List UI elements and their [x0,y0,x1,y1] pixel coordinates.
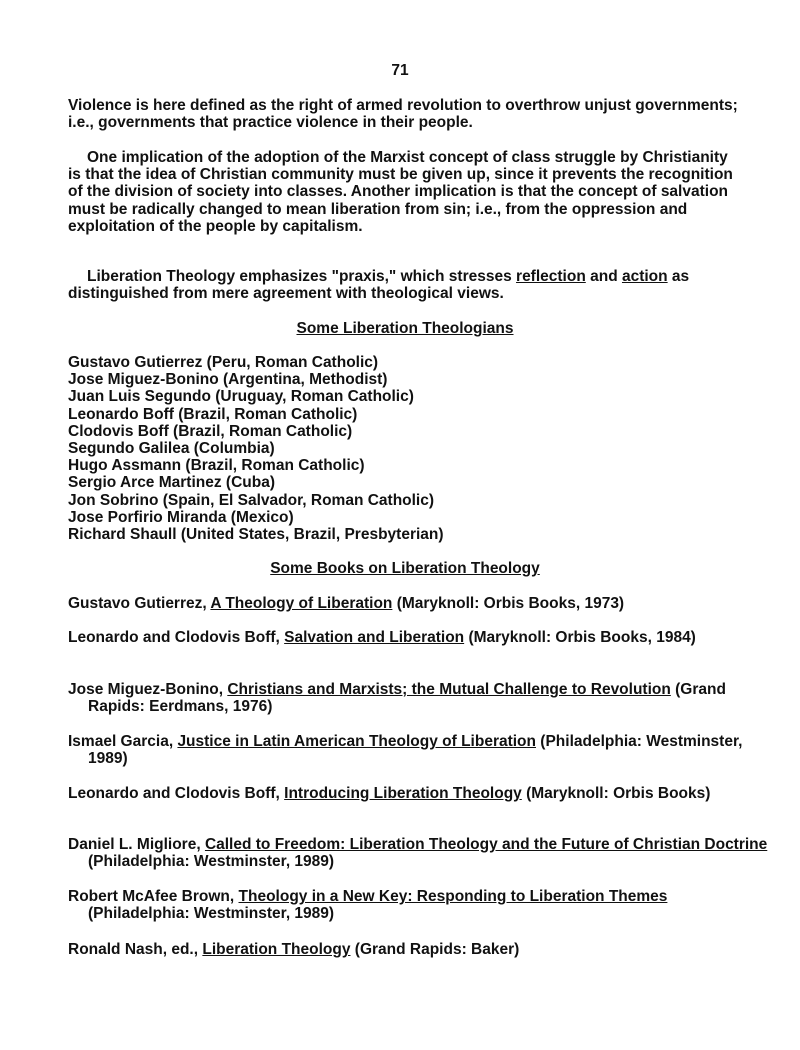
book-title: Theology in a New Key: Responding to Liberation Themes [238,888,668,905]
book-entry [68,595,768,612]
theologians-heading: Some Liberation Theologians [296,320,514,337]
theologian-item: Leonardo Boff (Brazil, Roman Catholic) [68,405,358,423]
theologian-item: Gustavo Gutierrez (Peru, Roman Catholic) [68,354,379,371]
book-author: Ronald Nash, ed., [68,941,203,958]
book-entry [68,629,768,646]
book-details: (Maryknoll: Orbis Books, 1973) [392,595,625,612]
praxis-text-middle: and [585,268,622,285]
book-title: A Theology of Liberation [210,595,393,612]
page-number: 71 [391,62,409,79]
book-details: (Grand Rapids: Eerdmans, 1976) [88,681,726,716]
book-entry [68,733,768,767]
reflection-term: reflection [516,268,586,285]
action-term: action [621,268,668,285]
book-details: (Philadelphia: Westminster, 1989) [88,905,335,923]
theologian-item: Hugo Assmann (Brazil, Roman Catholic) [68,457,365,475]
book-entry [68,888,768,922]
book-title: Called to Freedom: Liberation Theology and the Future of Christian Doctrine [204,836,768,853]
theologian-item: Jon Sobrino (Spain, El Salvador, Roman Catholic) [68,491,435,509]
praxis-text-after: as distinguished from mere agreement with theological views. [68,268,690,303]
book-author: Ismael Garcia, [68,733,178,750]
book-details: (Philadelphia: Westminster, 1989) [88,733,743,768]
praxis-text-before: Liberation Theology emphasizes "praxis," which stresses [87,268,517,285]
book-title: Introducing Liberation Theology [284,785,522,802]
violence-paragraph: Violence is here defined as the right of armed revolution to overthrow unjust governments; i.e., governments that practice violence in their people. [68,97,738,132]
theologian-item: Jose Porfirio Miranda (Mexico) [68,508,294,526]
book-entry [68,836,768,870]
praxis-paragraph [68,268,738,302]
books-heading: Some Books on Liberation Theology [270,560,540,577]
theologian-item: Juan Luis Segundo (Uruguay, Roman Catholic) [68,388,414,406]
theologians-list [68,354,668,543]
book-title: Justice in Latin American Theology of Liberation [177,733,536,750]
book-author: Leonardo and Clodovis Boff, [68,629,285,646]
book-author: Leonardo and Clodovis Boff, [68,785,285,802]
book-entry [68,681,768,715]
theologian-item: Segundo Galilea (Columbia) [68,439,275,457]
book-entry [68,785,768,802]
book-title: Christians and Marxists; the Mutual Challenge to Revolution [227,681,671,698]
theologian-item: Jose Miguez-Bonino (Argentina, Methodist) [68,371,388,389]
book-title: Liberation Theology [202,941,351,958]
book-details: (Maryknoll: Orbis Books) [521,785,711,802]
book-title: Salvation and Liberation [284,629,465,646]
book-author: Robert McAfee Brown, [68,888,239,905]
book-details: (Grand Rapids: Baker) [350,941,520,958]
book-entry [68,941,768,958]
book-details: (Philadelphia: Westminster, 1989) [88,853,335,871]
theologian-item: Sergio Arce Martinez (Cuba) [68,474,275,492]
book-author: Daniel L. Migliore, [68,836,205,853]
theologian-item: Clodovis Boff (Brazil, Roman Catholic) [68,422,353,440]
book-details: (Maryknoll: Orbis Books, 1984) [464,629,696,646]
class-struggle-paragraph: One implication of the adoption of the Marxist concept of class struggle by Christianity is that the idea of Christian community must be given up, since it prevents the recognition of the division of society into classes. Another implication is that the concept of salvation must be radically changed to mean liberation from sin; i.e., from the oppression and exploitation of the people by capitalism. [68,149,733,235]
book-author: Jose Miguez-Bonino, [68,681,228,698]
theologian-item: Richard Shaull (United States, Brazil, Presbyterian) [68,525,444,543]
book-author: Gustavo Gutierrez, [68,595,211,612]
